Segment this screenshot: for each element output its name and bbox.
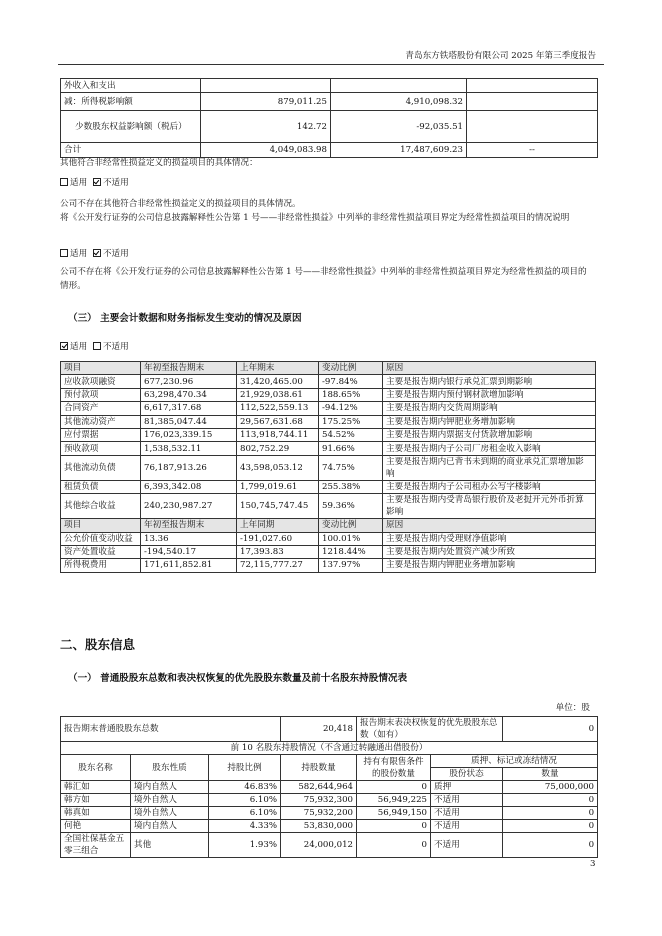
table-cell [467,111,598,143]
table-cell: 其他流动负债 [61,455,141,480]
table-header-row [61,519,596,532]
table-header-cell: 持有有限售条件的股份数量 [357,755,431,781]
table-row [61,494,596,519]
table-cell: 变动比例 [319,519,383,532]
table-row [61,79,598,93]
table-cell: 少数股东权益影响额（税后） [61,111,201,143]
table-cell: 主要是报告期内受青岛银行股价及老挝开元外币折算影响 [383,494,596,519]
table-cell: 802,752.29 [237,442,319,455]
table-cell: 4,049,083.98 [201,143,331,158]
table-cell: 主要是报告期内银行承兑汇票到期影响 [383,375,596,388]
table-row [61,480,596,493]
checkbox-checked-icon [60,342,68,350]
table-cell: 1,799,019.61 [237,480,319,493]
change-table [60,361,596,573]
table-cell: 原因 [383,362,596,375]
table-cell: 54.52% [319,428,383,441]
table-cell: 0 [357,820,431,833]
checkbox-unchecked-icon [93,342,101,350]
table-cell: 150,745,747.45 [237,494,319,519]
checkbox-unchecked-icon [60,178,68,186]
table-cell: 主要是报告期内处置资产减少所致 [383,545,596,558]
table-cell: 17,393.83 [237,545,319,558]
table-cell: 1,538,532.11 [141,442,237,455]
note-paragraph: 公司不存在其他符合非经常性损益定义的损益项目的具体情况。 [60,199,301,209]
table-cell: 全国社保基金五零三组合 [61,833,131,858]
table-cell: 何艳 [61,820,131,833]
page-number: 3 [590,859,596,869]
table-cell: 0 [503,794,598,807]
table-cell: 0 [503,807,598,820]
table-cell: 0 [503,833,598,858]
table-cell: 677,230.96 [141,375,237,388]
table-cell: 6.10% [209,807,281,820]
table-cell: -194,540.17 [141,545,237,558]
table-cell: 上年期末 [237,362,319,375]
table-cell: 报告期末普通股股东总数 [61,717,281,742]
table-cell: 6,393,342.08 [141,480,237,493]
table-cell: 年初至报告期末 [141,519,237,532]
table-cell: 境内自然人 [131,820,209,833]
table-header-cell: 股东名称 [61,755,131,781]
table-row [61,415,596,428]
table-header-cell: 股东性质 [131,755,209,781]
table-row [61,93,598,111]
option-label: 不适用 [102,342,129,352]
table-row [61,794,598,807]
table-cell: 主要是报告期内交货周期影响 [383,402,596,415]
table-cell: 0 [503,820,598,833]
table-cell: 不适用 [431,807,503,820]
table-cell: 主要是报告期内钾肥业务增加影响 [383,559,596,572]
table-header-cell: 持股比例 [209,755,281,781]
table-cell: 所得税费用 [61,559,141,572]
option-label: 适用 [70,178,88,188]
table-row [61,755,598,768]
table-cell: 29,567,631.68 [237,415,319,428]
table-cell: 资产处置收益 [61,545,141,558]
table-cell: 879,011.25 [201,93,331,111]
option-label: 适用 [70,249,88,259]
table-row [61,781,598,794]
option-label: 适用 [70,342,88,352]
table-cell: 预收款项 [61,442,141,455]
table-cell [201,79,331,93]
table-cell: 年初至报告期末 [141,362,237,375]
table-cell: 质押 [431,781,503,794]
table-cell: 6.10% [209,794,281,807]
table-cell: 韩真如 [61,807,131,820]
table-cell: 76,187,913.26 [141,455,237,480]
table-cell: 主要是报告期内预付钢材款增加影响 [383,388,596,401]
non-recurring-table [60,78,598,158]
table-row [61,820,598,833]
table-cell: -97.84% [319,375,383,388]
table-cell: 主要是报告期内子公司厂房租金收入影响 [383,442,596,455]
table-cell: 0 [357,781,431,794]
table-cell: 原因 [383,519,596,532]
section-title: （一） 普通股股东总数和表决权恢复的优先股股东数量及前十名股东持股情况表 [68,673,408,684]
option-row-1 [60,176,605,190]
table-cell: 17,487,609.23 [331,143,467,158]
table-cell: 主要是报告期内钾肥业务增加影响 [383,415,596,428]
table-cell: 137.97% [319,559,383,572]
table-cell: 53,830,000 [281,820,357,833]
table-cell: 46.83% [209,781,281,794]
table-cell: 72,115,777.27 [237,559,319,572]
table-cell: 租赁负债 [61,480,141,493]
table-cell: 4.33% [209,820,281,833]
table-cell: 63,298,470.34 [141,388,237,401]
table-cell: 其他综合收益 [61,494,141,519]
table-cell: 13.36 [141,532,237,545]
table-cell: 0 [503,717,598,742]
table-row [61,717,598,742]
table-cell: 其他流动资产 [61,415,141,428]
table-row [61,375,596,388]
table-cell: 255.38% [319,480,383,493]
table-row [61,532,596,545]
table-cell: 不适用 [431,833,503,858]
note-paragraph: 将《公开发行证券的公司信息披露解释性公告第 1 号——非经常性损益》中列举的非经常性损益项目界定为经常性损益项目的情况说明 [60,213,570,223]
table-cell: 75,000,000 [503,781,598,794]
table-cell: 1218.44% [319,545,383,558]
table-row [61,388,596,401]
table-cell: 其他 [131,833,209,858]
table-cell: 变动比例 [319,362,383,375]
table-cell [467,79,598,93]
table-cell: 主要是报告期内票据支付货款增加影响 [383,428,596,441]
other-items-title: 其他符合非经常性损益定义的损益项目的具体情况： [60,158,258,168]
table-cell [467,93,598,111]
table-cell: -- [467,143,598,158]
table-cell: 上年同期 [237,519,319,532]
table-cell: 56,949,150 [357,807,431,820]
checkbox-unchecked-icon [60,249,68,257]
option-row-3 [60,340,605,354]
table-cell: 43,598,053.12 [237,455,319,480]
table-row [61,559,596,572]
table-cell: 4,910,098.32 [331,93,467,111]
table-cell: 前 10 名股东持股情况（不含通过转融通出借股份） [61,742,598,755]
table-cell: 韩方如 [61,794,131,807]
table-row [61,742,598,755]
table-cell: 175.25% [319,415,383,428]
table-cell: 188.65% [319,388,383,401]
table-header-cell: 股份状态 [431,768,503,781]
table-cell: 81,385,047.44 [141,415,237,428]
table-row [61,455,596,480]
table-cell: 主要是报告期内子公司租办公写字楼影响 [383,480,596,493]
table-cell: 公允价值变动收益 [61,532,141,545]
table-cell: 21,929,038.61 [237,388,319,401]
table-cell: 240,230,987.27 [141,494,237,519]
table-cell [331,79,467,93]
option-label: 不适用 [102,178,129,188]
unit-label: 单位：股 [555,703,590,713]
table-cell: 75,932,300 [281,794,357,807]
table-cell: 20,418 [281,717,357,742]
table-cell: 171,611,852.81 [141,559,237,572]
table-cell: -94.12% [319,402,383,415]
table-header-cell: 数量 [503,768,598,781]
table-cell: 91.66% [319,442,383,455]
table-row [61,833,598,858]
table-header-cell: 质押、标记或冻结情况 [431,755,598,768]
table-row [61,111,598,143]
table-cell: 24,000,012 [281,833,357,858]
table-cell: 112,522,559.13 [237,402,319,415]
table-cell: 31,420,465.00 [237,375,319,388]
table-cell: 142.72 [201,111,331,143]
table-cell: 境内自然人 [131,781,209,794]
table-cell: 外收入和支出 [61,79,201,93]
table-cell: 项目 [61,362,141,375]
table-cell: 主要是报告期内已背书未到期的商业承兑汇票增加影响 [383,455,596,480]
checkbox-checked-icon [93,178,101,186]
table-cell: 预付款项 [61,388,141,401]
section-heading: 二、股东信息 [60,637,136,652]
note-paragraph: 公司不存在将《公开发行证券的公司信息披露解释性公告第 1 号——非经常性损益》中列举的非经常性损益项目界定为经常性损益的项目的情形。 [60,267,587,291]
shareholder-table [60,716,598,858]
table-cell: 境外自然人 [131,807,209,820]
table-cell: 报告期末表决权恢复的优先股股东总数（如有） [357,717,503,742]
checkbox-checked-icon [93,249,101,257]
table-row [61,807,598,820]
option-row-2 [60,247,605,261]
table-cell: 减：所得税影响额 [61,93,201,111]
table-cell: 59.36% [319,494,383,519]
table-cell: 74.75% [319,455,383,480]
table-header-row [61,362,596,375]
table-row [61,402,596,415]
table-cell: 0 [357,833,431,858]
table-cell: 合计 [61,143,201,158]
table-cell: -191,027.60 [237,532,319,545]
table-row [61,442,596,455]
table-cell: 56,949,225 [357,794,431,807]
report-header: 青岛东方铁塔股份有限公司 2025 年第三季度报告 [405,51,596,61]
table-cell: 6,617,317.68 [141,402,237,415]
table-cell: 75,932,200 [281,807,357,820]
table-header-cell: 持股数量 [281,755,357,781]
table-cell: 应付票据 [61,428,141,441]
table-cell: 176,023,339.15 [141,428,237,441]
table-cell: 100.01% [319,532,383,545]
table-row [61,545,596,558]
table-cell: 主要是报告期内受理财净值影响 [383,532,596,545]
table-cell: 应收款项融资 [61,375,141,388]
table-cell: 境外自然人 [131,794,209,807]
table-cell: 1.93% [209,833,281,858]
table-cell: 合同资产 [61,402,141,415]
table-cell: 项目 [61,519,141,532]
table-cell: 582,644,964 [281,781,357,794]
option-label: 不适用 [102,249,129,259]
table-cell: 不适用 [431,794,503,807]
table-row [61,428,596,441]
table-cell: 113,918,744.11 [237,428,319,441]
table-cell: -92,035.51 [331,111,467,143]
table-cell: 不适用 [431,820,503,833]
header-divider [58,64,604,65]
section-title: （三） 主要会计数据和财务指标发生变动的情况及原因 [68,313,302,324]
table-cell: 韩汇如 [61,781,131,794]
